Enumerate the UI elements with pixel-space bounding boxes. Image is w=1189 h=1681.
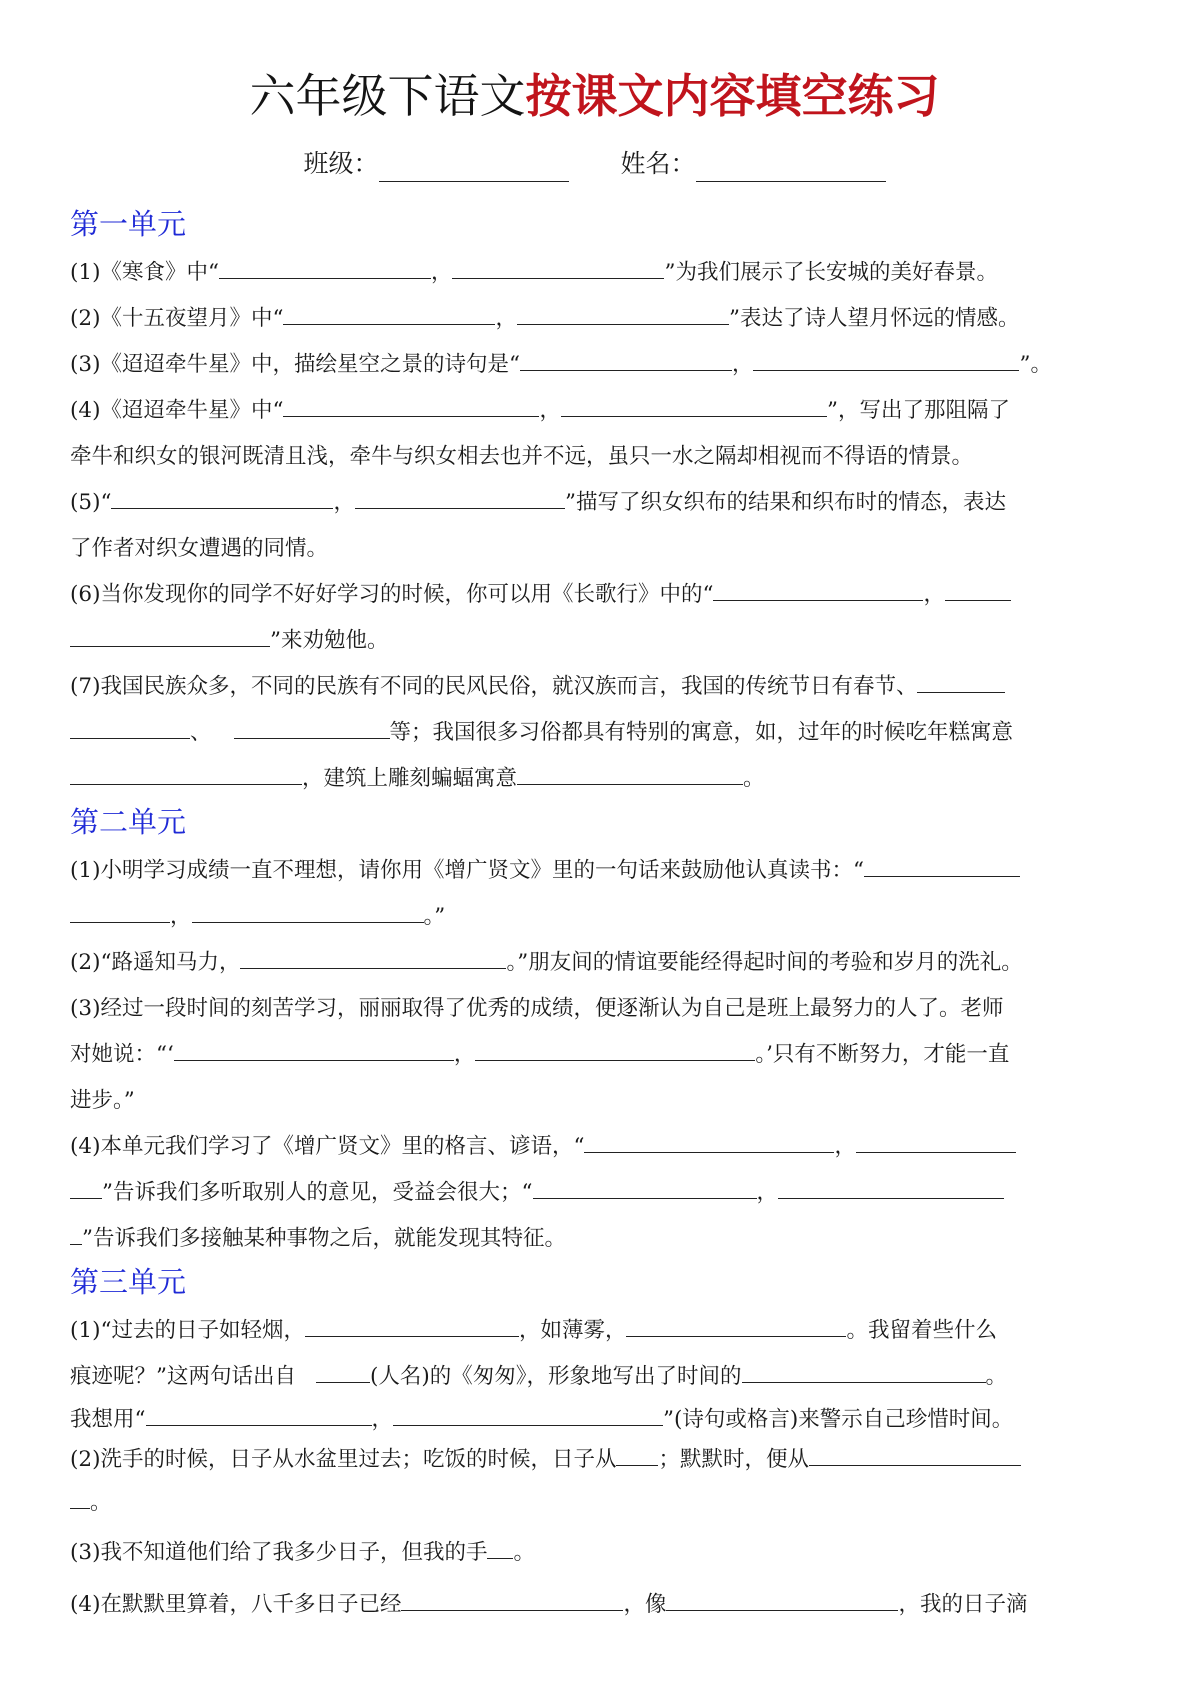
class-label: 班级： [303,149,379,178]
unit1-question-6-line1: (6)当你发现你的同学不好好学习的时候，你可以用《长歌行》中的“ ， [70,572,1120,618]
fill-blank[interactable] [561,394,827,417]
fill-blank[interactable] [487,1536,513,1559]
fill-blank[interactable] [742,1360,986,1383]
fill-blank[interactable] [283,394,539,417]
unit1-question-1: (1)《寒食》中“ ， ”为我们展示了长安城的美好春景。 [70,250,1120,296]
fill-blank[interactable] [616,1443,658,1466]
unit1-question-4-line1: (4)《迢迢牵牛星》中“ ， ”，写出了那阻隔了 [70,388,1120,434]
unit-2-heading: 第二单元 [70,805,187,839]
fill-blank[interactable] [219,256,431,279]
fill-blank[interactable] [70,1176,102,1199]
unit2-question-1-line2: ， 。” [70,894,1120,940]
fill-blank[interactable] [192,900,424,923]
unit3-question-2-line2: 。 [70,1480,1120,1526]
unit1-question-2: (2)《十五夜望月》中“ ， ”表达了诗人望月怀远的情感。 [70,296,1120,342]
unit1-question-4-line2: 牵牛和织女的银河既清且浅，牵牛与织女相去也并不远，虽只一水之隔却相视而不得语的情景。 [70,444,974,469]
fill-blank[interactable] [111,486,333,509]
unit-3-heading: 第三单元 [70,1265,187,1299]
unit3-question-3: (3)我不知道他们给了我多少日子，但我的手 。 [70,1526,1120,1580]
unit1-question-7-line2: 、 等；我国很多习俗都具有特别的寓意，如，过年的时候吃年糕寓意 [70,710,1120,756]
unit2-question-4-line3: ”告诉我们多接触某种事物之后，就能发现其特征。 [70,1216,1120,1262]
fill-blank[interactable] [283,302,495,325]
fill-blank[interactable] [945,578,1011,601]
fill-blank[interactable] [584,1130,834,1153]
fill-blank[interactable] [70,716,190,739]
unit3-question-4: (4)在默默里算着，八千多日子已经 ，像 ，我的日子滴 [70,1580,1120,1630]
fill-blank[interactable] [864,854,1020,877]
student-info-row [0,146,1189,182]
unit1-question-5-line2: 了作者对织女遭遇的同情。 [70,536,329,561]
name-label: 姓名： [620,149,696,178]
fill-blank[interactable] [305,1314,519,1337]
fill-blank[interactable] [713,578,923,601]
fill-blank[interactable] [70,900,170,923]
class-blank[interactable] [379,155,569,182]
unit2-question-4-line1: (4)本单元我们学习了《增广贤文》里的格言、谚语，“ ， [70,1124,1120,1170]
name-blank[interactable] [696,155,886,182]
fill-blank[interactable] [70,1486,90,1509]
unit2-question-3-line2: 对她说：“‘ ， 。’只有不断努力，才能一直 [70,1032,1120,1078]
fill-blank[interactable] [316,1360,370,1383]
unit2-question-3-line1: (3)经过一段时间的刻苦学习，丽丽取得了优秀的成绩，便逐渐认为自己是班上最努力的人了。老师 [70,996,1004,1021]
fill-blank[interactable] [70,762,302,785]
fill-blank[interactable] [809,1443,1021,1466]
fill-blank[interactable] [234,716,390,739]
unit1-question-7-line3: ，建筑上雕刻蝙蝠寓意 。 [70,756,1120,802]
unit3-question-2-line1: (2)洗手的时候，日子从水盆里过去；吃饭的时候，日子从 ；默默时，便从 [70,1440,1120,1480]
fill-blank[interactable] [753,348,1019,371]
unit-1-heading: 第一单元 [70,207,187,241]
fill-blank[interactable] [70,1222,82,1245]
fill-blank[interactable] [70,624,270,647]
unit1-question-7-line1: (7)我国民族众多，不同的民族有不同的民风民俗，就汉族而言，我国的传统节日有春节、 [70,664,1120,710]
fill-blank[interactable] [401,1588,623,1611]
fill-blank[interactable] [393,1403,663,1426]
fill-blank[interactable] [475,1038,755,1061]
title-red-part: 按课文内容填空练习 [525,69,940,123]
fill-blank[interactable] [452,256,664,279]
fill-blank[interactable] [856,1130,1016,1153]
fill-blank[interactable] [240,946,506,969]
fill-blank[interactable] [174,1038,454,1061]
unit1-question-5-line1: (5)“ ， ”描写了织女织布的结果和织布时的情态，表达 [70,480,1120,526]
unit3-question-1-line1: (1)“过去的日子如轻烟， ，如薄雾， 。我留着些什么 [70,1308,1120,1354]
title-black-part: 六年级下语文 [249,69,526,123]
unit3-question-1-line3: 我想用“ ， ”(诗句或格言)来警示自己珍惜时间。 [70,1400,1120,1440]
unit2-question-2: (2)“路遥知马力， 。”朋友间的情谊要能经得起时间的考验和岁月的洗礼。 [70,940,1120,986]
unit2-question-1-line1: (1)小明学习成绩一直不理想，请你用《增广贤文》里的一句话来鼓励他认真读书：“ [70,848,1120,894]
page-title [0,66,1189,126]
worksheet-content [70,204,1120,1630]
fill-blank[interactable] [146,1403,372,1426]
unit1-question-6-line2: ”来劝勉他。 [70,618,1120,664]
fill-blank[interactable] [520,348,732,371]
fill-blank[interactable] [666,1588,898,1611]
unit1-question-3: (3)《迢迢牵牛星》中，描绘星空之景的诗句是“ ， ”。 [70,342,1120,388]
fill-blank[interactable] [778,1176,1004,1199]
unit2-question-4-line2: ”告诉我们多听取别人的意见，受益会很大；“ ， [70,1170,1120,1216]
unit3-question-1-line2: 痕迹呢？”这两句话出自 (人名)的《匆匆》，形象地写出了时间的 。 [70,1354,1120,1400]
fill-blank[interactable] [626,1314,846,1337]
fill-blank[interactable] [355,486,565,509]
fill-blank[interactable] [517,302,729,325]
unit2-question-3-line3: 进步。” [70,1088,135,1113]
fill-blank[interactable] [533,1176,757,1199]
fill-blank[interactable] [917,670,1005,693]
fill-blank[interactable] [517,762,743,785]
